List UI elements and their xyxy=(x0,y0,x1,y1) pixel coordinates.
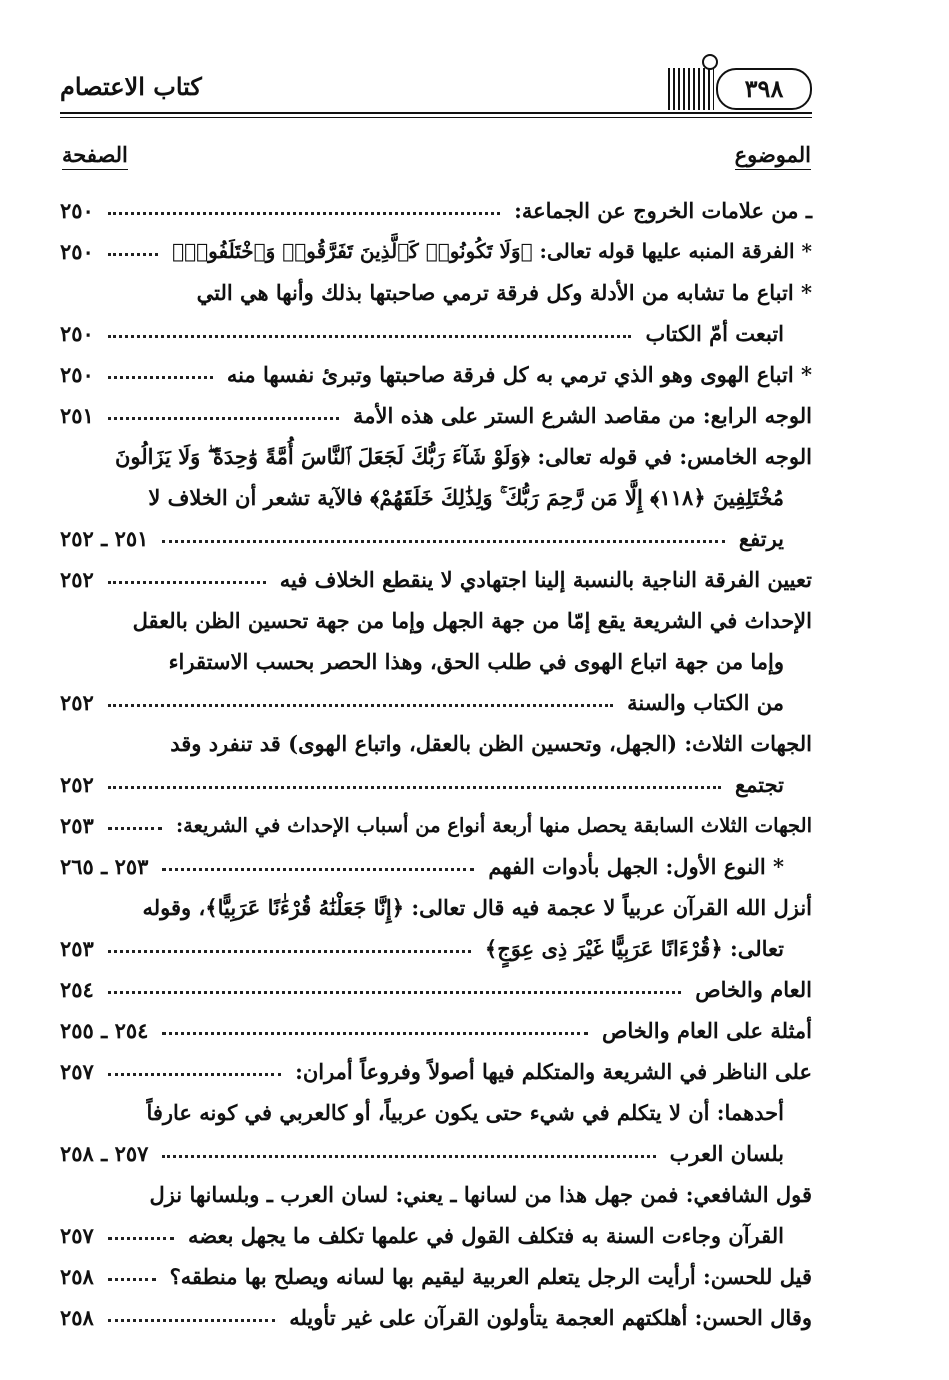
index-entries xyxy=(60,190,812,1338)
page-ref: ٢٥٠ xyxy=(60,198,94,223)
entry-text: الجهات الثلاث: (الجهل، وتحسين الظن بالعقل، واتباع الهوى) قد تنفرد وقد xyxy=(170,731,812,756)
page-ref: ٢٥٠ xyxy=(60,321,94,346)
index-entry xyxy=(60,436,812,559)
page-ref: ٢٥٢ xyxy=(60,772,94,797)
dot-leader xyxy=(108,704,613,707)
entry-text: قول الشافعي: فمن جهل هذا من لسانها ـ يعني: لسان العرب ـ وبلسانها نزل xyxy=(149,1182,812,1207)
entry-line xyxy=(60,190,812,231)
index-entry xyxy=(60,805,812,846)
page-ref: ٢٥٠ xyxy=(60,362,94,387)
entry-text: تعيين الفرقة الناجية بالنسبة إلينا اجتهادي لا ينقطع الخلاف فيه xyxy=(279,567,812,592)
entry-line xyxy=(60,928,812,969)
entry-line xyxy=(60,518,812,559)
entry-line xyxy=(60,764,812,805)
page-number: ٣٩٨ xyxy=(716,68,812,110)
entry-line xyxy=(60,1256,812,1297)
dot-leader xyxy=(162,1032,588,1035)
index-entry xyxy=(60,600,812,723)
index-entry xyxy=(60,272,812,354)
dot-leader xyxy=(108,1237,174,1240)
dot-leader xyxy=(108,376,213,379)
page-ref: ٢٥٨ xyxy=(60,1305,94,1330)
header-rule-thin xyxy=(60,117,812,118)
index-entry xyxy=(60,1010,812,1051)
entry-line xyxy=(60,477,812,518)
index-entry xyxy=(60,1297,812,1338)
entry-line xyxy=(60,1092,812,1133)
page-ref: ٢٥٢ xyxy=(60,567,94,592)
page-ref: ٢٥٨ xyxy=(60,1264,94,1289)
header-ornament-bars xyxy=(668,68,714,110)
entry-line xyxy=(60,1010,812,1051)
index-entry xyxy=(60,846,812,887)
entry-text: قيل للحسن: أرأيت الرجل يتعلم العربية ليقيم بها لسانه ويصلح بها منطقه؟ xyxy=(169,1264,812,1289)
entry-text: وقال الحسن: أهلكتهم العجمة يتأولون القرآن على غير تأويله xyxy=(289,1305,812,1330)
entry-text: * اتباع الهوى وهو الذي ترمي به كل فرقة صاحبتها وتبرئ نفسها منه xyxy=(226,362,812,387)
entry-text: من الكتاب والسنة xyxy=(627,690,784,715)
dot-leader xyxy=(108,1073,281,1076)
dot-leader xyxy=(108,1278,156,1281)
page-ref: ٢٥١ ـ ٢٥٢ xyxy=(60,526,149,551)
entry-text: أحدهما: أن لا يتكلم في شيء حتى يكون عربياً، أو كالعربي في كونه عارفاً xyxy=(146,1100,784,1125)
index-entry xyxy=(60,354,812,395)
dot-leader xyxy=(108,335,631,338)
dot-leader xyxy=(162,1155,656,1158)
entry-line xyxy=(60,723,812,764)
entry-text: اتبعت أمّ الكتاب xyxy=(645,321,784,346)
index-entry xyxy=(60,190,812,231)
index-entry xyxy=(60,1092,812,1174)
entry-text: تعالى: ﴿قُرْءَانًا عَرَبِيًّا غَيْرَ ذِى عِوَجٍ﴾ xyxy=(484,936,784,961)
page-ref: ٢٥٧ ـ ٢٥٨ xyxy=(60,1141,149,1166)
index-entry xyxy=(60,1174,812,1256)
page-ref: ٢٥٧ xyxy=(60,1223,94,1248)
entry-line xyxy=(60,1174,812,1215)
page-ref: ٢٥٣ ـ ٢٦٥ xyxy=(60,854,149,879)
entry-text: العام والخاص xyxy=(695,977,812,1002)
entry-line xyxy=(60,1051,812,1092)
page-ref: ٢٥٣ xyxy=(60,813,94,838)
index-entry xyxy=(60,395,812,436)
index-entry xyxy=(60,1051,812,1092)
entry-text: الوجه الخامس: في قوله تعالى: ﴿وَلَوْ شَآءَ رَبُّكَ لَجَعَلَ ٱلنَّاسَ أُمَّةً وَٰحِدَةً ۖ وَلَا يَزَالُونَ xyxy=(114,444,812,469)
index-entry xyxy=(60,1256,812,1297)
entry-text: * النوع الأول: الجهل بأدوات الفهم xyxy=(488,854,784,879)
dot-leader xyxy=(108,581,266,584)
index-entry xyxy=(60,887,812,969)
page-ref: ٢٥٤ ـ ٢٥٥ xyxy=(60,1018,149,1043)
entry-text: القرآن وجاءت السنة به فتكلف القول في علمها تكلف ما يجهل بعضه xyxy=(187,1223,784,1248)
topic-column-underline xyxy=(735,169,811,170)
entry-line xyxy=(60,436,812,477)
entry-text: ـ من علامات الخروج عن الجماعة: xyxy=(514,198,812,223)
dot-leader xyxy=(108,212,500,215)
entry-line xyxy=(60,969,812,1010)
entry-line xyxy=(60,354,812,395)
entry-text: تجتمع xyxy=(734,772,784,797)
dot-leader xyxy=(108,827,162,830)
page-ref: ٢٥٠ xyxy=(60,239,94,264)
page-ref: ٢٥٧ xyxy=(60,1059,94,1084)
dot-leader xyxy=(108,417,339,420)
entry-text: بلسان العرب xyxy=(669,1141,784,1166)
entry-line xyxy=(60,395,812,436)
dot-leader xyxy=(108,1319,275,1322)
index-entry xyxy=(60,723,812,805)
index-entry xyxy=(60,969,812,1010)
dot-leader xyxy=(108,991,681,994)
entry-text: الإحداث في الشريعة يقع إمّا من جهة الجهل وإما من جهة تحسين الظن بالعقل xyxy=(132,608,812,633)
entry-text: يرتفع xyxy=(738,526,784,551)
dot-leader xyxy=(108,950,471,953)
page-column-heading xyxy=(62,142,128,170)
entry-text: أمثلة على العام والخاص xyxy=(601,1018,812,1043)
page-ref: ٢٥٤ xyxy=(60,977,94,1002)
page-ref: ٢٥١ xyxy=(60,403,94,428)
entry-line xyxy=(60,641,812,682)
entry-text: الجهات الثلاث السابقة يحصل منها أربعة أنواع من أسباب الإحداث في الشريعة: xyxy=(175,814,812,837)
dot-leader xyxy=(108,253,158,256)
header-ornament-ring xyxy=(702,54,718,70)
page-ref: ٢٥٣ xyxy=(60,936,94,961)
book-title: كتاب الاعتصام xyxy=(60,72,202,101)
entry-line xyxy=(60,805,812,846)
dot-leader xyxy=(108,786,721,789)
entry-text: وإما من جهة اتباع الهوى في طلب الحق، وهذا الحصر بحسب الاستقراء xyxy=(168,649,784,674)
header-rule xyxy=(60,112,812,114)
entry-text: مُخْتَلِفِينَ ﴿١١٨﴾ إِلَّا مَن رَّحِمَ رَبُّكَ ۚ وَلِذَٰلِكَ خَلَقَهُمْ﴾ فالآية تشعر أن الخلاف لا xyxy=(148,485,784,510)
entry-text: * اتباع ما تشابه من الأدلة وكل فرقة ترمي صاحبتها بذلك وأنها هي التي xyxy=(196,280,812,305)
index-entry xyxy=(60,559,812,600)
entry-line xyxy=(60,313,812,354)
entry-text: على الناظر في الشريعة والمتكلم فيها أصولاً وفروعاً أمران: xyxy=(295,1059,812,1084)
entry-line xyxy=(60,559,812,600)
index-entry xyxy=(60,231,812,272)
entry-line xyxy=(60,1133,812,1174)
entry-line xyxy=(60,682,812,723)
page-header xyxy=(60,58,812,120)
page-ref: ٢٥٢ xyxy=(60,690,94,715)
dot-leader xyxy=(162,540,725,543)
entry-line xyxy=(60,600,812,641)
dot-leader xyxy=(162,868,474,871)
topic-column-label: الموضوع xyxy=(734,142,811,167)
entry-line xyxy=(60,1297,812,1338)
entry-text: الوجه الرابع: من مقاصد الشرع الستر على هذه الأمة xyxy=(353,403,812,428)
entry-line xyxy=(60,846,812,887)
page-column-label: الصفحة xyxy=(62,142,128,167)
entry-line xyxy=(60,231,812,272)
entry-text: أنزل الله القرآن عربياً لا عجمة فيه قال تعالى: ﴿إِنَّا جَعَلْنَٰهُ قُرْءَٰنًا عَرَبِيًّا﴾، وقوله xyxy=(142,895,812,920)
entry-line xyxy=(60,887,812,928)
page-column-underline xyxy=(62,169,128,170)
topic-column-heading xyxy=(735,142,811,170)
entry-line xyxy=(60,1215,812,1256)
entry-line xyxy=(60,272,812,313)
entry-text: * الفرقة المنبه عليها قوله تعالى: ﴿وَلَا تَكُونُوا۟ كَٱلَّذِينَ تَفَرَّقُوا۟ وَٱخْتَلَفُوا۟﴾ xyxy=(172,239,812,263)
